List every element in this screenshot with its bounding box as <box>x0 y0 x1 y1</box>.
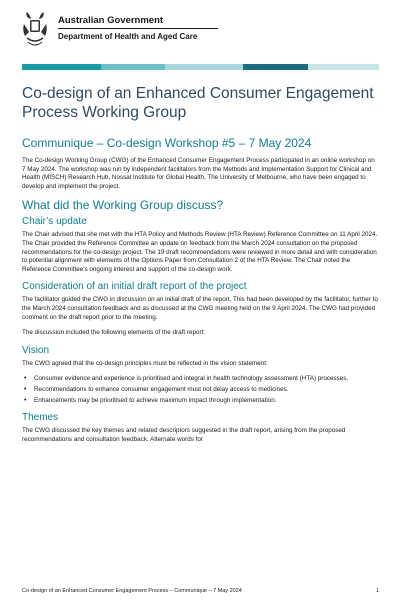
colour-band <box>22 64 379 70</box>
department-name: Department of Health and Aged Care <box>58 32 198 41</box>
themes-paragraph: The CWG discussed the key themes and related descriptors suggested in the draft report, arising from the proposed recommendations and consultation feedback. Alternate words for <box>22 427 346 443</box>
page-footer <box>22 588 379 595</box>
list-item: • Consumer evidence and experience is prioritised and integral in health technology assessment (HTA) processes. <box>22 375 379 384</box>
header-rule <box>58 28 218 29</box>
document-body <box>22 84 379 451</box>
band-segment <box>22 64 101 70</box>
footer-text: Co-design of an Enhanced Consumer Engagement Process – Communique – 7 May 2024 <box>22 588 242 594</box>
government-header <box>22 12 382 56</box>
draft-elements-intro: The discussion included the following elements of the draft report: <box>22 329 206 337</box>
document-subtitle: Communique – Co-design Workshop #5 – 7 May 2024 <box>22 136 312 150</box>
themes-heading: Themes <box>22 412 59 424</box>
list-item: • Enhancements may be prioritised to achieve maximum impact through implementation. <box>22 397 379 406</box>
vision-bullet-list <box>22 375 379 405</box>
section-heading-discuss: What did the Working Group discuss? <box>22 198 224 213</box>
document-title: Co-design of an Enhanced Consumer Engagement Process Working Group <box>22 85 374 121</box>
band-segment <box>101 64 165 70</box>
coat-of-arms-icon <box>22 12 48 50</box>
vision-heading: Vision <box>22 344 50 356</box>
draft-report-paragraph: The facilitator guided the CWG in discussion on an initial draft of the report. This had been developed by the facilitator, further to the March 2024 consultation feedback and as discussed at the CWG meeting held on the 9 April 2024. The CWG had provided comment on the draft report prior to the meeting. <box>22 296 378 321</box>
band-segment <box>243 64 307 70</box>
intro-paragraph: The Co-design Working Group (CWG) of the Enhanced Consumer Engagement Process participated in an online workshop on 7 May 2024. The workshop was run by independent facilitators from the Methods and Implementation Support for Clinical and Health (MISCH) Research Hub, Nossal Institute for Global Health, The University of Melbourne, who have been engaged to develop and implement the project. <box>22 157 375 190</box>
page-number: 1 <box>375 588 379 594</box>
government-name: Australian Government <box>58 15 164 26</box>
draft-report-heading: Consideration of an initial draft report of the project <box>22 281 247 293</box>
band-segment <box>165 64 244 70</box>
vision-paragraph: The CWG agreed that the co-design principles must be reflected in the vision statement: <box>22 359 268 367</box>
band-segment <box>308 64 379 70</box>
list-item: • Recommendations to enhance consumer engagement must not delay access to medicines. <box>22 386 379 395</box>
chair-update-paragraph: The Chair advised that she met with the HTA Policy and Methods Review (HTA Review) Reference Committee on 11 April 2024. The Chair provided the Reference Committee an update on feedback from the March 2024 consultation on the proposed recommendations for the co-design project. The 19 draft recommendations were reviewed in more detail and with consideration to potential alignment with elements of the Options Paper from Consultation 2 of the HTA Review. The Chair noted the Reference Committee’s ongoing interest and support of the co-design work. <box>22 231 378 273</box>
chair-update-heading: Chair’s update <box>22 216 87 228</box>
